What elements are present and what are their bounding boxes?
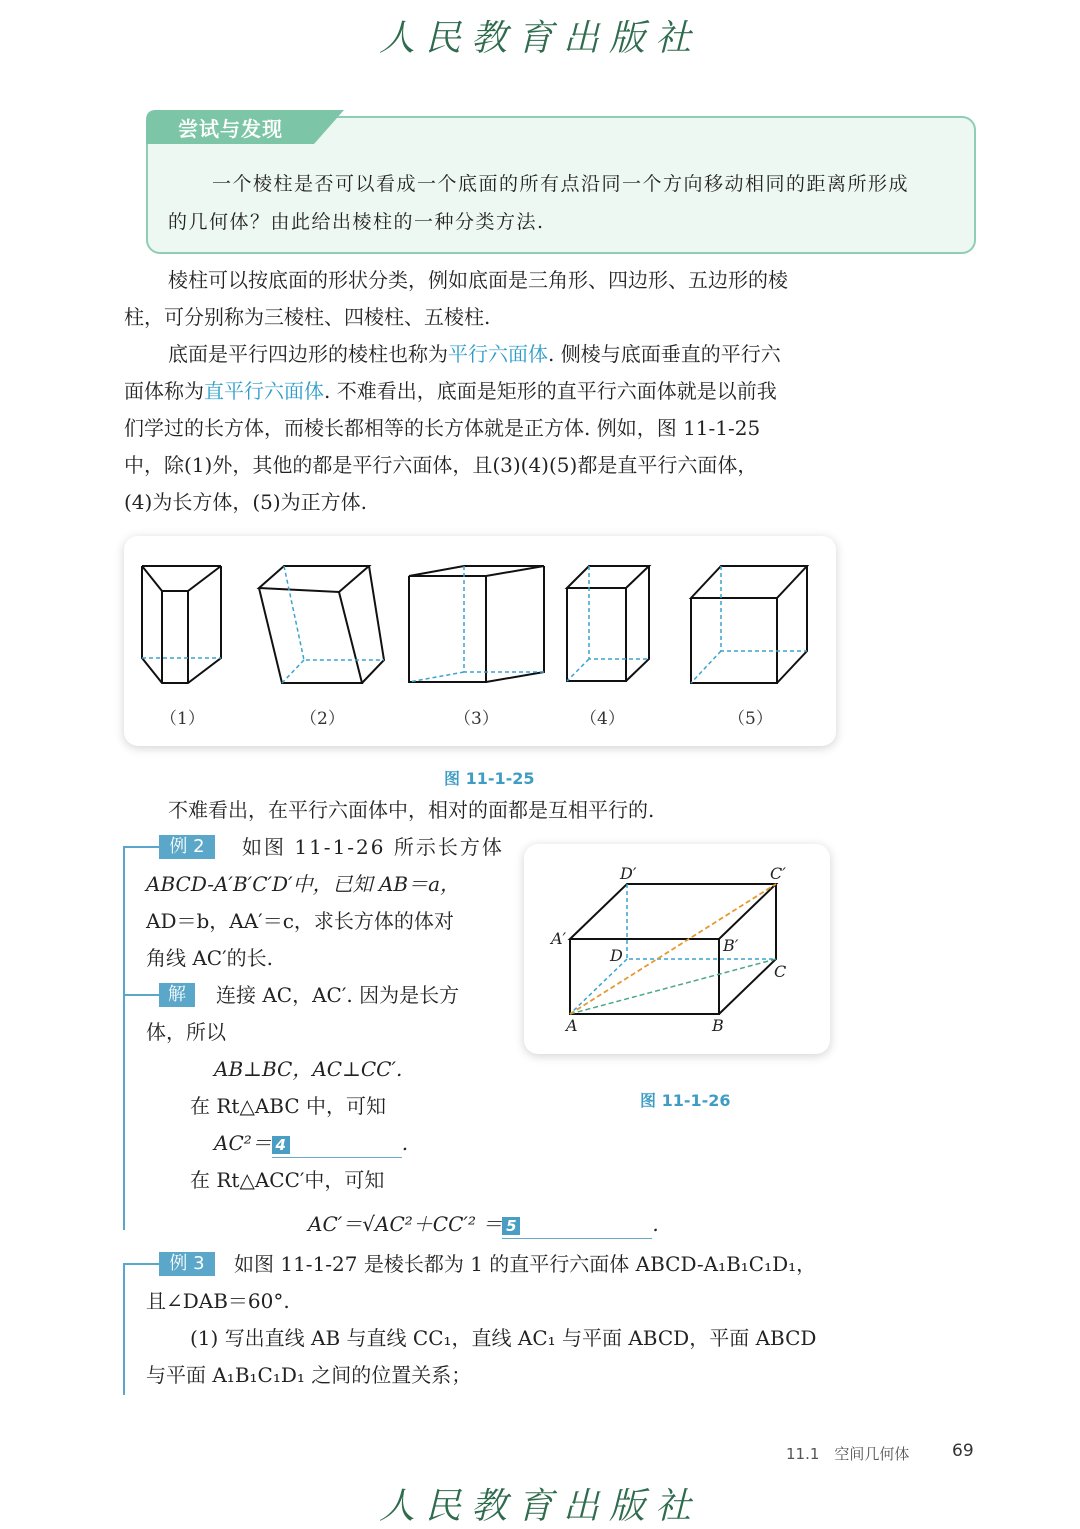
para2-line-5: (4)为长方体，(5)为正方体.: [124, 490, 368, 514]
shape-3-right-parallelepiped: [409, 566, 544, 682]
solution-line-6: 在 Rt△ACC′中，可知: [190, 1168, 385, 1192]
solution-line-1: 连接 AC，AC′. 因为是长方: [216, 983, 460, 1007]
solution-line-5: AC²＝ 4 .: [214, 1131, 408, 1158]
publisher-header: 人民教育出版社: [378, 18, 701, 59]
para2-line-4: 中，除(1)外，其他的都是平行六面体，且(3)(4)(5)都是直平行六面体，: [124, 453, 758, 477]
answer-blank-5[interactable]: [502, 1214, 652, 1239]
example-3-rule-tick: [123, 1263, 159, 1265]
try-discover-title: 尝试与发现: [178, 117, 283, 141]
ac-prime-expr: AC′＝√AC²＋CC′² ＝: [308, 1212, 503, 1236]
solution-tag: 解: [159, 983, 195, 1007]
para1-line-1: 棱柱可以按底面的形状分类，例如底面是三角形、四边形、五边形的棱: [168, 268, 788, 292]
page-number: 69: [952, 1441, 974, 1461]
para2-line-3: 们学过的长方体，而棱长都相等的长方体就是正方体. 例如，图 11-1-25: [124, 416, 761, 440]
para2-line-1: [168, 342, 781, 366]
term-right-parallelepiped: 直平行六面体: [204, 379, 324, 403]
shape-2-oblique-parallelepiped: [259, 566, 384, 683]
para2-text: . 不难看出，底面是矩形的直平行六面体就是以前我: [324, 379, 777, 403]
para1-line-2: 柱，可分别称为三棱柱、四棱柱、五棱柱.: [124, 305, 491, 329]
ex2-line-3: AD＝b，AA′＝c，求长方体的体对: [146, 909, 454, 933]
shape-1-triangular-prism: [142, 566, 221, 683]
figure-label-4: （4）: [580, 709, 625, 729]
footer-section-title: 11.1 空间几何体: [786, 1445, 910, 1463]
term-parallelepiped: 平行六面体: [448, 342, 548, 366]
publisher-footer: 人民教育出版社: [378, 1486, 701, 1527]
example-3-tag: 例 3: [159, 1252, 215, 1276]
figure-label-5: （5）: [728, 709, 773, 729]
example-2-tag: 例 2: [159, 835, 215, 859]
solution-line-4: 在 Rt△ABC 中，可知: [190, 1094, 387, 1118]
para3-line: 不难看出，在平行六面体中，相对的面都是互相平行的.: [168, 798, 655, 822]
para2-text: 面体称为: [124, 379, 204, 403]
ex3-line-4: 与平面 A₁B₁C₁D₁ 之间的位置关系；: [146, 1363, 472, 1387]
shape-4-cuboid: [567, 566, 649, 681]
figure-label-1: （1）: [160, 709, 205, 729]
vertex-a: A: [566, 1016, 578, 1035]
shape-5-cube: [691, 566, 807, 683]
solution-line-7: AC′＝√AC²＋CC′² ＝ 5 .: [308, 1212, 659, 1239]
try-text-line-2: 的几何体？由此给出棱柱的一种分类方法.: [168, 211, 545, 233]
ex2-line-2: ABCD-A′B′C′D′中，已知 AB＝a，: [146, 872, 461, 896]
try-text-line-1: 一个棱柱是否可以看成一个底面的所有点沿同一个方向移动相同的距离所形成: [212, 173, 910, 195]
para2-line-2: [124, 379, 777, 403]
ex3-line-2: 且∠DAB＝60°.: [146, 1289, 290, 1313]
example-2-rule: [123, 846, 125, 1230]
ac-squared-expr: AC²＝: [214, 1131, 272, 1155]
vertex-d-prime: D′: [620, 864, 637, 883]
example-3-rule: [123, 1263, 125, 1395]
vertex-c-prime: C′: [770, 864, 786, 883]
example-2-rule-tick: [123, 846, 159, 848]
blank-number-5: 5: [502, 1217, 520, 1235]
ex3-line-1: 如图 11-1-27 是棱长都为 1 的直平行六面体 ABCD-A₁B₁C₁D₁，: [234, 1252, 817, 1276]
blank-number-4: 4: [272, 1136, 290, 1154]
vertex-b: B: [712, 1016, 724, 1035]
solution-rule-tick: [123, 994, 159, 996]
para2-text: . 侧棱与底面垂直的平行六: [548, 342, 781, 366]
figure-11-1-25-caption: 图 11-1-25: [444, 769, 535, 788]
vertex-a-prime: A′: [551, 929, 567, 948]
solution-line-2: 体，所以: [146, 1020, 226, 1044]
vertex-d: D: [610, 946, 623, 965]
ex2-line-1: 如图 11-1-26 所示长方体: [242, 835, 504, 859]
figure-label-2: （2）: [300, 709, 345, 729]
figure-11-1-26-caption: 图 11-1-26: [640, 1091, 731, 1110]
vertex-b-prime: B′: [723, 936, 739, 955]
vertex-c: C: [774, 962, 787, 981]
para2-text: 底面是平行四边形的棱柱也称为: [168, 342, 448, 366]
solution-line-3: AB⊥BC，AC⊥CC′.: [214, 1057, 403, 1081]
ex2-line-4: 角线 AC′的长.: [146, 946, 274, 970]
answer-blank-4[interactable]: [272, 1133, 402, 1158]
figure-label-3: （3）: [454, 709, 499, 729]
ex3-line-3: (1) 写出直线 AB 与直线 CC₁，直线 AC₁ 与平面 ABCD，平面 ABCD: [190, 1326, 817, 1350]
